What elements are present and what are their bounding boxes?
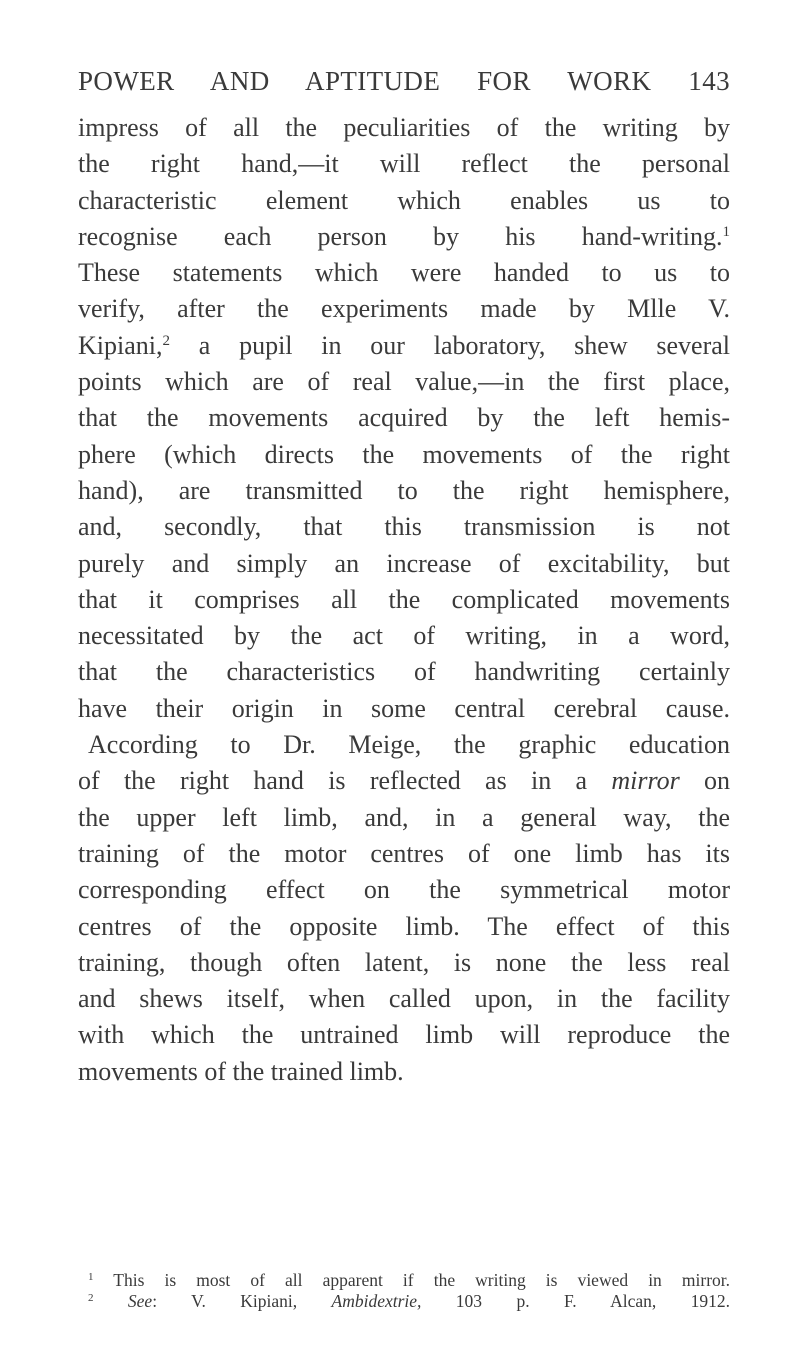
text-line [78,763,730,799]
line-text: characteristic element which enables us to [78,185,730,215]
line-text: centres of the opposite limb. The effect of this [78,911,730,941]
line-text: recognise each person by his hand-writing. [78,221,723,251]
footnote-number: 1 [88,1271,94,1283]
text-line [78,1017,730,1053]
line-text: training of the motor centres of one limb has its [78,838,730,868]
text-line [78,110,730,146]
text-line [78,981,730,1017]
footnote-text: This is most of all apparent if the writing is viewed in mirror. [113,1270,731,1290]
running-title: POWER AND APTITUDE FOR WORK [78,66,652,96]
text-line [78,473,730,509]
line-text-cont: a pupil in our laboratory, shew several [170,330,730,360]
text-line [78,400,730,436]
text-line [78,945,730,981]
line-text: purely and simply an increase of excitability, but [78,548,730,578]
text-line [78,546,730,582]
footnote-title: Ambidextrie, [331,1291,422,1311]
line-text: that it comprises all the complicated movements [78,584,730,614]
line-text: training, though often latent, is none the less real [78,947,730,977]
page-number: 143 [688,66,730,96]
running-header [78,64,730,98]
text-line [78,872,730,908]
line-text: of the right hand is reflected as in a [78,766,612,796]
line-text: the right hand,—it will reflect the personal [78,149,730,179]
line-text: have their origin in some central cerebral cause. [78,693,730,723]
text-line [78,1054,730,1090]
line-text: impress of all the peculiarities of the writing by [78,113,730,142]
text-line [78,364,730,400]
line-text: points which are of real value,—in the first place, [78,367,730,397]
line-text: hand), are transmitted to the right hemisphere, [78,475,730,505]
text-line [78,654,730,690]
line-text: These statements which were handed to us to [78,258,730,288]
text-line [78,328,730,364]
line-text: and, secondly, that this transmission is not [78,512,730,542]
footnote-number: 2 [88,1292,94,1304]
text-line [78,183,730,219]
footnote-marker: 1 [722,223,730,240]
footnote-text: : V. Kipiani, [152,1291,332,1311]
text-line [78,291,730,327]
text-line [78,437,730,473]
line-text: corresponding effect on the symmetrical motor [78,875,730,905]
line-text: that the movements acquired by the left hemis- [78,403,730,433]
line-text: that the characteristics of handwriting certainly [78,657,730,687]
footnote-see: See [127,1291,153,1311]
body-text [78,110,730,1090]
line-text: with which the untrained limb will reproduce the [78,1020,730,1050]
line-text-cont: on [679,766,731,796]
text-line [78,255,730,291]
footnote-marker: 2 [162,332,170,349]
footnote-text-cont: 103 p. F. Alcan, 1912. [421,1291,730,1311]
footnote [78,1291,730,1312]
text-line [78,509,730,545]
emphasis: mirror [611,766,680,796]
text-line [78,219,730,255]
footnote [78,1270,730,1291]
text-line [78,618,730,654]
footnotes [78,1270,730,1312]
line-text: the upper left limb, and, in a general way, the [78,802,730,832]
text-line [78,800,730,836]
text-line [78,146,730,182]
line-text: verify, after the experiments made by Mlle V. [78,294,730,324]
text-line [78,836,730,872]
text-line [78,691,730,727]
line-text: and shews itself, when called upon, in the facility [78,984,730,1014]
text-line [78,582,730,618]
text-line [78,909,730,945]
line-text: necessitated by the act of writing, in a word, [78,621,730,651]
line-text: phere (which directs the movements of the right [78,439,730,469]
line-text: movements of the trained limb. [78,1056,404,1086]
line-text: Kipiani, [78,330,163,360]
line-text: According to Dr. Meige, the graphic education [88,730,730,760]
text-line [78,727,730,763]
